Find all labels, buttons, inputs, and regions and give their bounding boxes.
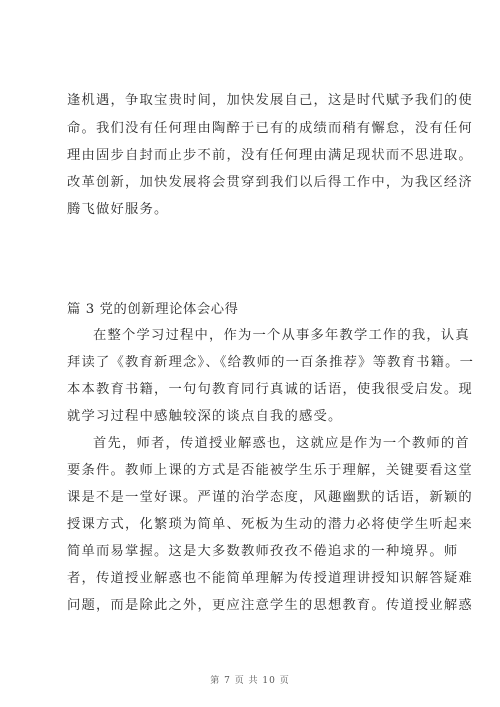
paragraph-line: 首先，师者，传道授业解惑也，这就应是作为一个教师的首 (93, 436, 470, 451)
page-footer: 第 7 页 共 10 页 (210, 676, 290, 686)
paragraph-line: 本本教育书籍，一句句教育同行真诚的话语，使我很受启发。现 (67, 382, 473, 397)
paragraph-line: 要条件。教师上课的方式是否能被学生乐于理解，关键要看这堂 (67, 463, 473, 478)
intro-line: 理由固步自封而止步不前，没有任何理由满足现状而不思进取。 (67, 148, 473, 163)
section-heading: 篇 3 党的创新理论体会心得 (67, 302, 239, 317)
paragraph-line: 就学习过程中感触较深的谈点自我的感受。 (67, 409, 343, 424)
intro-line: 改革创新，加快发展将会贯穿到我们以后得工作中，为我区经济 (67, 175, 473, 190)
paragraph-line: 授课方式，化繁琐为简单、死板为生动的潜力必将使学生听起来 (67, 517, 473, 532)
intro-line: 腾飞做好服务。 (67, 202, 169, 217)
paragraph-line: 拜读了《教育新理念》、《给教师的一百条推荐》等教育书籍。一 (67, 355, 475, 370)
paragraph-line: 在整个学习过程中，作为一个从事多年教学工作的我，认真 (93, 328, 470, 343)
intro-line: 逢机遇，争取宝贵时间，加快发展自己，这是时代赋予我们的使 (67, 93, 473, 108)
paragraph-line: 简单而易掌握。这是大多数教师孜孜不倦追求的一种境界。师 (67, 544, 459, 559)
paragraph-line: 课是不是一堂好课。严谨的治学态度，风趣幽默的话语，新颖的 (67, 490, 473, 505)
intro-line: 命。我们没有任何理由陶醉于已有的成绩而稍有懈怠，没有任何 (67, 121, 473, 136)
paragraph-line: 者，传道授业解惑也不能简单理解为传授道理讲授知识解答疑难 (67, 571, 473, 586)
paragraph-line: 问题，而是除此之外，更应注意学生的思想教育。传道授业解惑 (67, 598, 473, 613)
